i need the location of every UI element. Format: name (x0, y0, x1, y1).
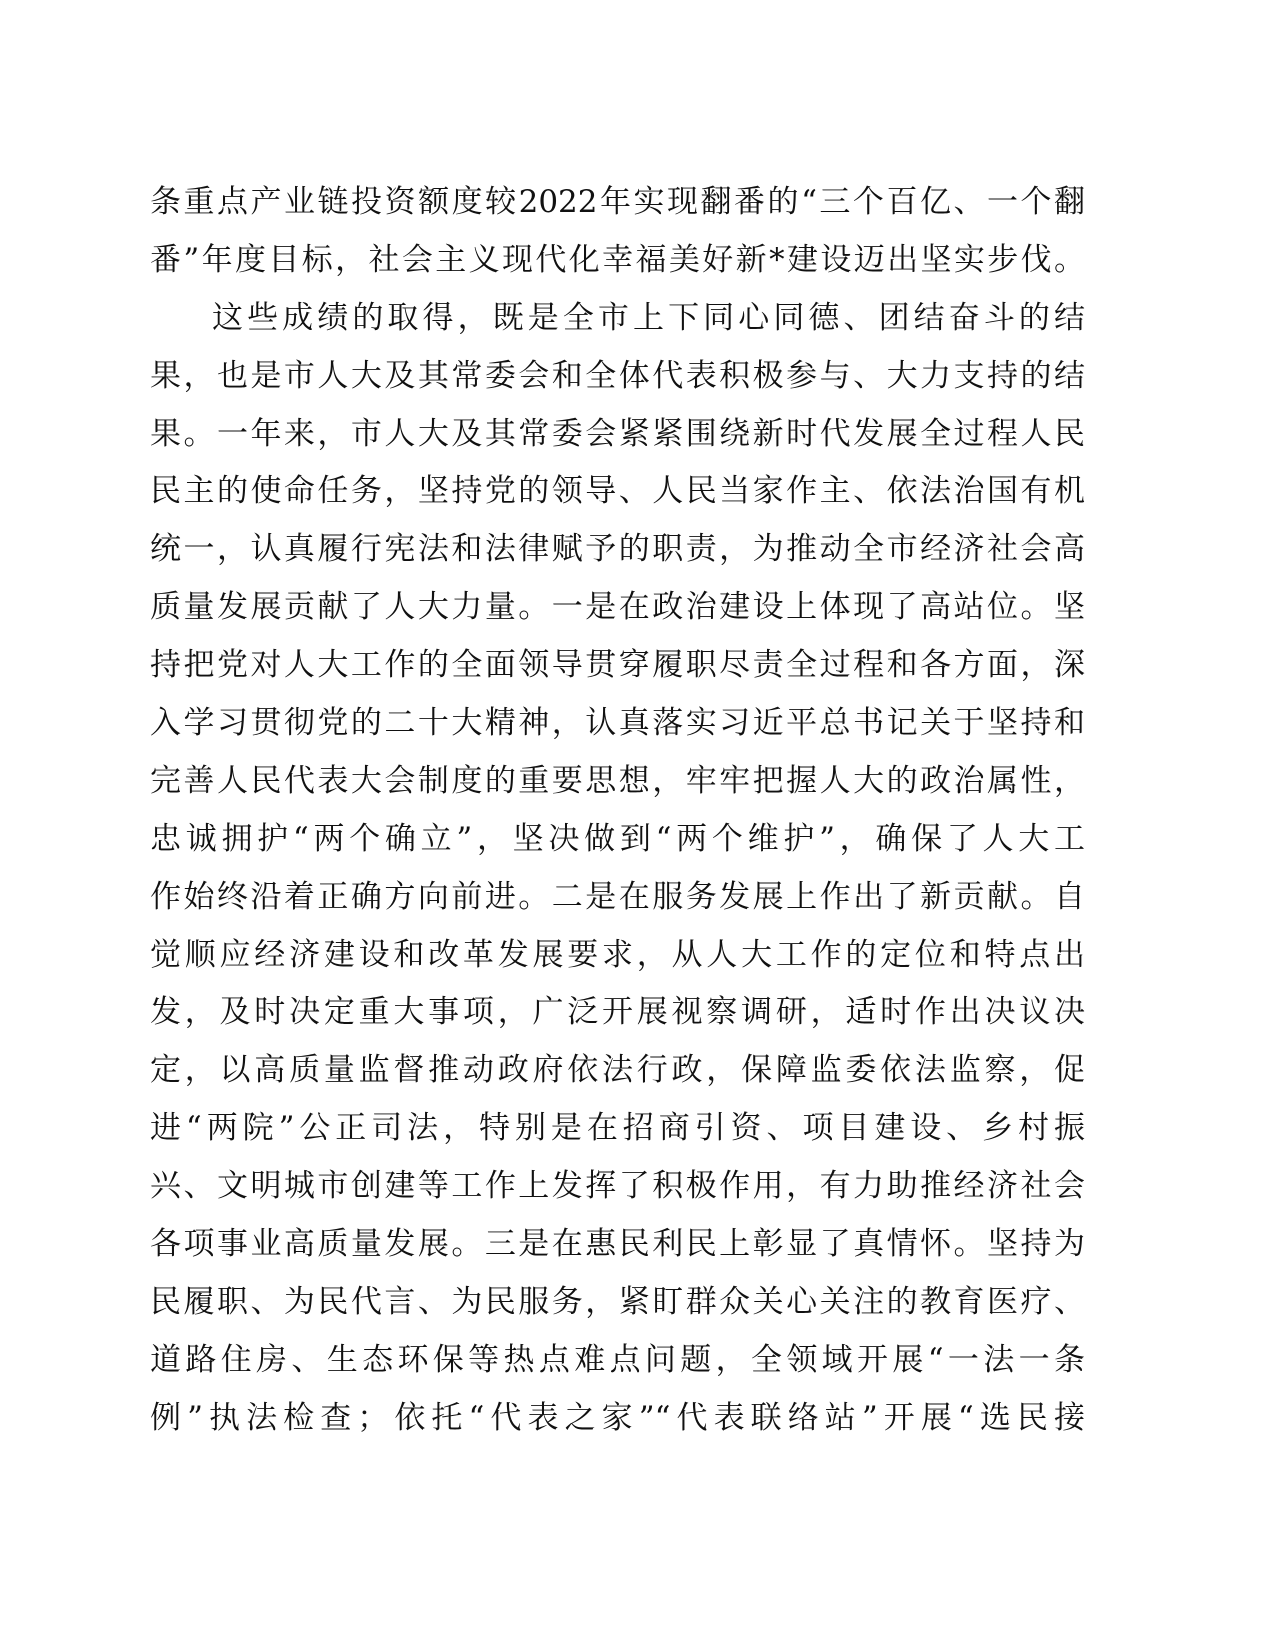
text-line: 条重点产业链投资额度较2022年实现翻番的“三个百亿、一个翻 (150, 184, 1085, 220)
text-line: 兴、文明城市创建等工作上发挥了积极作用，有力助推经济社会 (150, 1168, 1085, 1205)
text-line: 各项事业高质量发展。三是在惠民利民上彰显了真情怀。坚持为 (150, 1226, 1085, 1263)
text-line: 完善人民代表大会制度的重要思想，牢牢把握人大的政治属性， (150, 762, 1085, 799)
text-line: 果。一年来，市人大及其常委会紧紧围绕新时代发展全过程人民 (150, 415, 1085, 452)
text-line: 果，也是市人大及其常委会和全体代表积极参与、大力支持的结 (150, 357, 1085, 394)
text-line: 觉顺应经济建设和改革发展要求，从人大工作的定位和特点出 (150, 936, 1085, 973)
text-line: 统一，认真履行宪法和法律赋予的职责，为推动全市经济社会高 (150, 531, 1085, 568)
text-line: 道路住房、生态环保等热点难点问题，全领域开展“一法一条 (150, 1341, 1085, 1378)
text-line: 进“两院”公正司法，特别是在招商引资、项目建设、乡村振 (150, 1110, 1085, 1147)
text-line: 忠诚拥护“两个确立”，坚决做到“两个维护”，确保了人大工 (150, 820, 1085, 857)
text-line: 民履职、为民代言、为民服务，紧盯群众关心关注的教育医疗、 (150, 1283, 1085, 1320)
text-line: 例”执法检查；依托“代表之家”“代表联络站”开展“选民接 (150, 1399, 1085, 1436)
text-line: 番”年度目标，社会主义现代化幸福美好新*建设迈出坚实步伐。 (150, 241, 1085, 278)
text-line: 民主的使命任务，坚持党的领导、人民当家作主、依法治国有机 (150, 473, 1085, 510)
text-line: 定，以高质量监督推动政府依法行政，保障监委依法监察，促 (150, 1052, 1085, 1089)
paragraph-first-line: 这些成绩的取得，既是全市上下同心同德、团结奋斗的结 (212, 299, 1085, 336)
body-text (150, 174, 1085, 1448)
text-line: 质量发展贡献了人大力量。一是在政治建设上体现了高站位。坚 (150, 589, 1085, 626)
text-line: 入学习贯彻党的二十大精神，认真落实习近平总书记关于坚持和 (150, 705, 1085, 742)
text-line: 发，及时决定重大事项，广泛开展视察调研，适时作出决议决 (150, 994, 1085, 1031)
text-line: 作始终沿着正确方向前进。二是在服务发展上作出了新贡献。自 (150, 878, 1085, 915)
text-line: 持把党对人大工作的全面领导贯穿履职尽责全过程和各方面，深 (150, 647, 1085, 684)
